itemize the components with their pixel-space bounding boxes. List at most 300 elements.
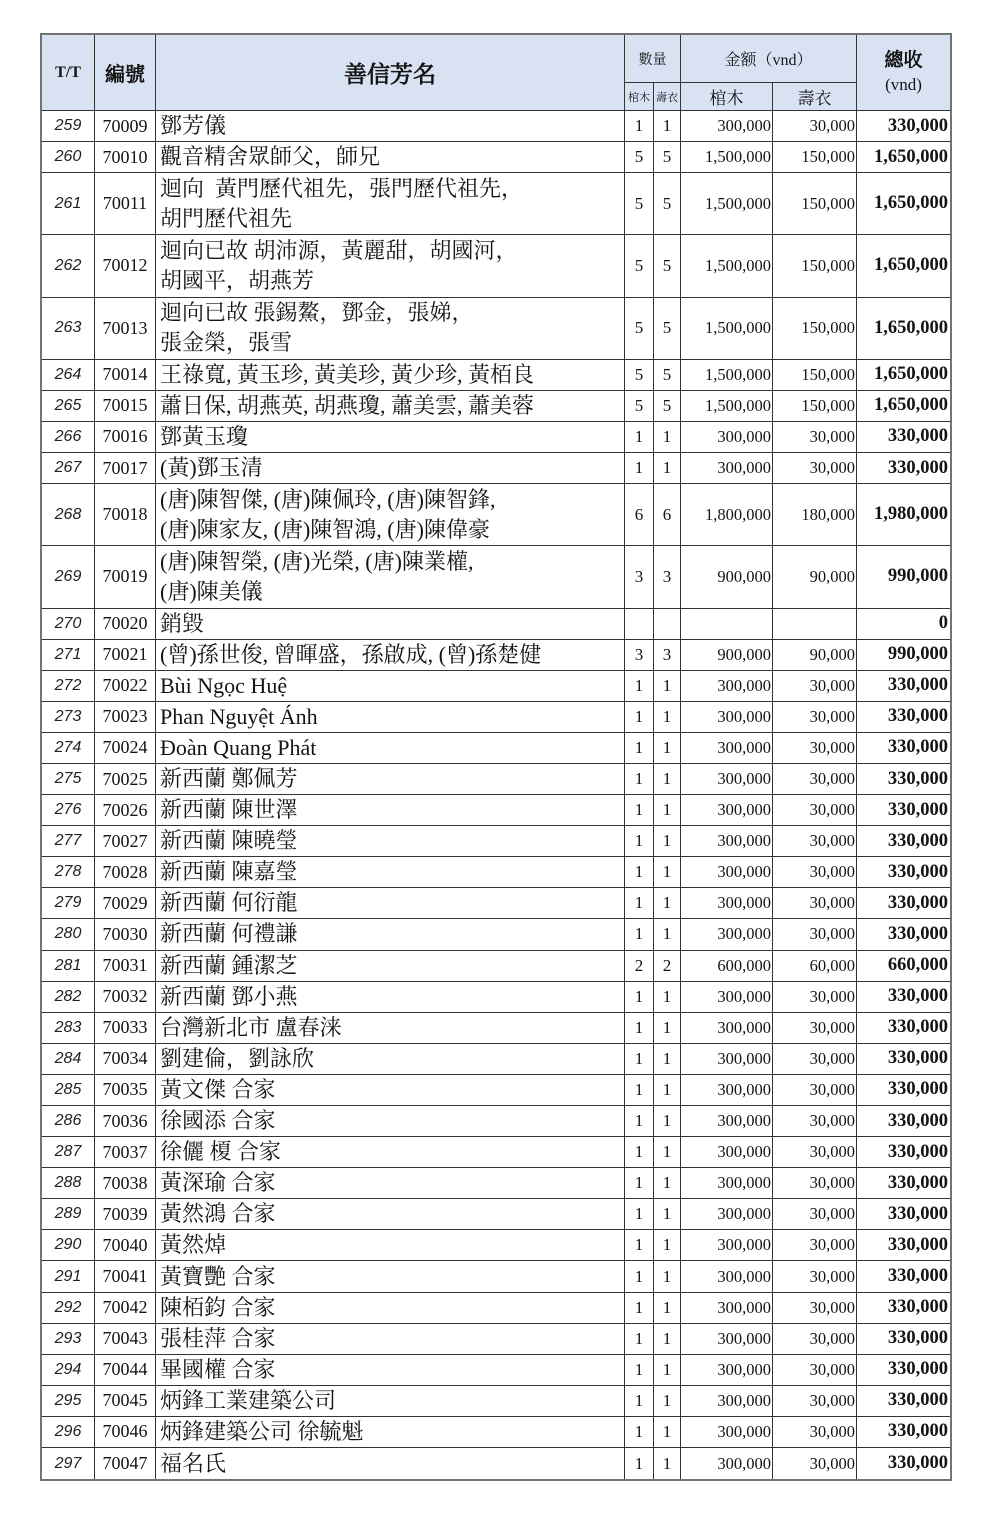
row-number: 278: [42, 857, 95, 887]
row-total: 330,000: [887, 1048, 948, 1069]
shroud-amount: 30,000: [773, 111, 857, 141]
name-line: Đoàn Quang Phát: [160, 734, 317, 760]
shroud-amount: 30,000: [773, 1106, 857, 1136]
row-number: 261: [42, 173, 95, 234]
name-line: Bùi Ngọc Huệ: [160, 672, 288, 698]
donor-name: [156, 173, 625, 234]
donor-code: 70017: [95, 453, 156, 483]
shroud-amount: 30,000: [773, 1417, 857, 1447]
donor-name: [156, 1448, 625, 1479]
table-row: [42, 235, 950, 297]
shroud-amount: 30,000: [773, 888, 857, 918]
donor-name: [156, 795, 625, 825]
donor-name: [156, 422, 625, 452]
coffin-qty: 1: [625, 733, 654, 763]
row-total: 330,000: [887, 1203, 948, 1224]
shroud-qty: 1: [654, 671, 681, 701]
header-amount-shroud: 壽衣: [797, 89, 832, 108]
coffin-qty: 5: [625, 298, 654, 359]
name-line: 徐國添 合家: [160, 1108, 276, 1134]
coffin-qty: 2: [625, 951, 654, 981]
shroud-amount: 150,000: [773, 298, 857, 359]
shroud-qty: 1: [654, 1324, 681, 1354]
shroud-qty: 5: [654, 142, 681, 172]
table-row: [42, 546, 950, 608]
shroud-qty: 5: [654, 360, 681, 390]
coffin-qty: 1: [625, 1355, 654, 1385]
donor-code: 70032: [95, 982, 156, 1012]
shroud-qty: 1: [654, 1044, 681, 1074]
donor-name: [156, 733, 625, 763]
donor-code: 70042: [95, 1293, 156, 1323]
table-row: [42, 1448, 950, 1479]
header-quantity-group: [625, 35, 681, 110]
coffin-amount: 300,000: [681, 1013, 773, 1043]
donor-code: 70015: [95, 391, 156, 421]
shroud-qty: 1: [654, 919, 681, 949]
donor-name: [156, 1044, 625, 1074]
shroud-amount: 150,000: [773, 391, 857, 421]
header-quantity-shroud: 壽衣: [656, 91, 678, 104]
name-line: 新西蘭 鄧小燕: [160, 983, 298, 1009]
coffin-qty: 1: [625, 1261, 654, 1291]
shroud-amount: 30,000: [773, 671, 857, 701]
row-number: 276: [42, 795, 95, 825]
row-number: 293: [42, 1324, 95, 1354]
row-total: 1,650,000: [874, 317, 948, 338]
row-total: 330,000: [887, 1266, 948, 1287]
coffin-amount: 600,000: [681, 951, 773, 981]
table-row: [42, 1324, 950, 1355]
donor-name: [156, 764, 625, 794]
coffin-amount: 300,000: [681, 857, 773, 887]
row-number: 291: [42, 1261, 95, 1291]
donor-code: 70033: [95, 1013, 156, 1043]
coffin-amount: 300,000: [681, 1137, 773, 1167]
table-row: [42, 1230, 950, 1261]
table-row: [42, 857, 950, 888]
row-total: 330,000: [887, 457, 948, 478]
donor-code: 70039: [95, 1199, 156, 1229]
coffin-qty: 1: [625, 919, 654, 949]
coffin-amount: 1,500,000: [681, 298, 773, 359]
coffin-amount: 900,000: [681, 640, 773, 670]
row-number: 295: [42, 1386, 95, 1416]
shroud-qty: 1: [654, 1230, 681, 1260]
donor-name: [156, 360, 625, 390]
coffin-qty: 1: [625, 671, 654, 701]
row-number: 287: [42, 1137, 95, 1167]
table-row: [42, 951, 950, 982]
coffin-qty: 1: [625, 1230, 654, 1260]
coffin-amount: 300,000: [681, 1386, 773, 1416]
donor-name: [156, 1013, 625, 1043]
table-row: [42, 298, 950, 360]
shroud-qty: 3: [654, 640, 681, 670]
row-total: 330,000: [887, 830, 948, 851]
name-line: 畢國權 合家: [160, 1356, 276, 1382]
coffin-amount: 300,000: [681, 1448, 773, 1479]
shroud-qty: 1: [654, 826, 681, 856]
coffin-qty: 1: [625, 982, 654, 1012]
shroud-amount: 30,000: [773, 1386, 857, 1416]
row-total: 330,000: [887, 1141, 948, 1162]
shroud-qty: 1: [654, 1386, 681, 1416]
name-line: 迴向已故 胡沛源，黃麗甜，胡國河，: [160, 237, 518, 263]
shroud-amount: 30,000: [773, 1448, 857, 1479]
name-line: 張桂萍 合家: [160, 1325, 276, 1351]
shroud-qty: 1: [654, 888, 681, 918]
row-total: 1,650,000: [874, 395, 948, 416]
shroud-qty: 1: [654, 422, 681, 452]
row-total: 330,000: [887, 426, 948, 447]
shroud-qty: 1: [654, 111, 681, 141]
shroud-amount: 150,000: [773, 360, 857, 390]
donor-name: [156, 484, 625, 545]
shroud-amount: 150,000: [773, 142, 857, 172]
table-row: [42, 919, 950, 950]
table-row: [42, 1075, 950, 1106]
table-row: [42, 640, 950, 671]
name-line: 新西蘭 何衍龍: [160, 890, 298, 916]
name-line: (唐)陳智傑, (唐)陳佩玲, (唐)陳智鋒,: [160, 486, 496, 512]
row-total: 330,000: [887, 1359, 948, 1380]
row-number: 283: [42, 1013, 95, 1043]
name-line: 觀音精舍眾師父，師兄: [160, 144, 381, 170]
donor-name: [156, 546, 625, 607]
name-line: 黃寶艷 合家: [160, 1263, 276, 1289]
table-row: [42, 795, 950, 826]
coffin-amount: 300,000: [681, 422, 773, 452]
coffin-amount: 300,000: [681, 1199, 773, 1229]
table-row: [42, 453, 950, 484]
coffin-amount: 1,500,000: [681, 173, 773, 234]
row-number: 263: [42, 298, 95, 359]
row-number: 282: [42, 982, 95, 1012]
shroud-amount: 150,000: [773, 173, 857, 234]
donor-code: 70046: [95, 1417, 156, 1447]
shroud-qty: 2: [654, 951, 681, 981]
shroud-qty: 1: [654, 453, 681, 483]
coffin-qty: 1: [625, 1199, 654, 1229]
table-row: [42, 609, 950, 640]
header-tt: T/T: [42, 35, 95, 110]
row-number: 297: [42, 1448, 95, 1479]
coffin-amount: 1,500,000: [681, 360, 773, 390]
coffin-qty: 6: [625, 484, 654, 545]
shroud-qty: 1: [654, 1448, 681, 1479]
shroud-amount: 90,000: [773, 640, 857, 670]
shroud-amount: 30,000: [773, 702, 857, 732]
donor-code: 70016: [95, 422, 156, 452]
shroud-amount: 30,000: [773, 733, 857, 763]
table-row: [42, 764, 950, 795]
shroud-amount: 180,000: [773, 484, 857, 545]
coffin-amount: 300,000: [681, 1168, 773, 1198]
donor-code: 70011: [95, 173, 156, 234]
coffin-qty: 1: [625, 1168, 654, 1198]
coffin-amount: 1,500,000: [681, 391, 773, 421]
row-number: 259: [42, 111, 95, 141]
donor-name: [156, 1355, 625, 1385]
shroud-amount: 30,000: [773, 422, 857, 452]
table-row: [42, 484, 950, 546]
shroud-amount: 30,000: [773, 1168, 857, 1198]
table-row: [42, 360, 950, 391]
coffin-amount: 300,000: [681, 1417, 773, 1447]
shroud-qty: 1: [654, 857, 681, 887]
coffin-amount: 300,000: [681, 1075, 773, 1105]
row-number: 262: [42, 235, 95, 296]
table-body: [42, 111, 950, 1479]
coffin-amount: 1,800,000: [681, 484, 773, 545]
header-total-unit: (vnd): [885, 74, 922, 94]
coffin-amount: 300,000: [681, 671, 773, 701]
shroud-amount: 30,000: [773, 1044, 857, 1074]
table-row: [42, 1137, 950, 1168]
row-total: 330,000: [887, 1390, 948, 1411]
table-row: [42, 1199, 950, 1230]
shroud-qty: 1: [654, 1261, 681, 1291]
row-total: 330,000: [887, 986, 948, 1007]
coffin-amount: 1,500,000: [681, 235, 773, 296]
name-line: 張金榮，張雪: [160, 330, 293, 356]
name-line: 新西蘭 鍾潔芝: [160, 952, 298, 978]
row-total: 330,000: [887, 1328, 948, 1349]
row-number: 279: [42, 888, 95, 918]
row-total: 330,000: [887, 1234, 948, 1255]
donor-name: [156, 609, 625, 639]
coffin-amount: 300,000: [681, 1106, 773, 1136]
row-total: 330,000: [887, 923, 948, 944]
donor-code: 70009: [95, 111, 156, 141]
row-number: 260: [42, 142, 95, 172]
donor-code: 70034: [95, 1044, 156, 1074]
coffin-qty: 5: [625, 360, 654, 390]
row-number: 296: [42, 1417, 95, 1447]
header-code: 編號: [95, 35, 156, 110]
donor-code: 70031: [95, 951, 156, 981]
donor-code: 70024: [95, 733, 156, 763]
donor-code: 70022: [95, 671, 156, 701]
row-number: 288: [42, 1168, 95, 1198]
name-line: (唐)陳美儀: [160, 578, 263, 604]
row-number: 270: [42, 609, 95, 639]
donor-name: [156, 1386, 625, 1416]
donor-name: [156, 951, 625, 981]
shroud-qty: 1: [654, 795, 681, 825]
donor-name: [156, 1168, 625, 1198]
row-total: 330,000: [887, 675, 948, 696]
row-number: 285: [42, 1075, 95, 1105]
table-row: [42, 733, 950, 764]
shroud-qty: 5: [654, 391, 681, 421]
name-line: 迴向 黃門歷代祖先，張門歷代祖先，: [160, 175, 524, 201]
row-total: 1,650,000: [874, 146, 948, 167]
table-row: [42, 1417, 950, 1448]
donor-name: [156, 888, 625, 918]
shroud-qty: 5: [654, 235, 681, 296]
coffin-amount: 300,000: [681, 702, 773, 732]
coffin-amount: 300,000: [681, 764, 773, 794]
donor-name: [156, 826, 625, 856]
row-number: 294: [42, 1355, 95, 1385]
table-row: [42, 671, 950, 702]
table-row: [42, 1293, 950, 1324]
donor-code: 70036: [95, 1106, 156, 1136]
donor-code: 70028: [95, 857, 156, 887]
name-line: 新西蘭 鄭佩芳: [160, 766, 298, 792]
table-row: [42, 1044, 950, 1075]
coffin-qty: 5: [625, 235, 654, 296]
row-number: 277: [42, 826, 95, 856]
header-total: [857, 35, 950, 110]
shroud-amount: 30,000: [773, 919, 857, 949]
coffin-qty: 1: [625, 857, 654, 887]
coffin-amount: 300,000: [681, 826, 773, 856]
name-line: Phan Nguyệt Ánh: [160, 703, 318, 729]
row-number: 272: [42, 671, 95, 701]
table-row: [42, 111, 950, 142]
donor-code: 70040: [95, 1230, 156, 1260]
name-line: 胡國平，胡燕芳: [160, 267, 315, 293]
table-row: [42, 1106, 950, 1137]
coffin-qty: 1: [625, 1448, 654, 1479]
donor-code: 70023: [95, 702, 156, 732]
row-number: 281: [42, 951, 95, 981]
coffin-amount: [681, 609, 773, 639]
coffin-amount: 300,000: [681, 1355, 773, 1385]
row-total: 330,000: [887, 1110, 948, 1131]
donor-code: 70020: [95, 609, 156, 639]
coffin-amount: 300,000: [681, 1230, 773, 1260]
header-name: 善信芳名: [156, 35, 625, 110]
shroud-amount: 60,000: [773, 951, 857, 981]
donor-name: [156, 1230, 625, 1260]
donor-name: [156, 235, 625, 296]
row-total: 330,000: [887, 861, 948, 882]
row-number: 290: [42, 1230, 95, 1260]
header-amount-group: [681, 35, 857, 110]
coffin-qty: 1: [625, 453, 654, 483]
table-row: [42, 888, 950, 919]
shroud-qty: 1: [654, 1355, 681, 1385]
row-total: 1,650,000: [874, 193, 948, 214]
row-number: 292: [42, 1293, 95, 1323]
donor-name: [156, 1417, 625, 1447]
row-total: 1,650,000: [874, 255, 948, 276]
donor-code: 70041: [95, 1261, 156, 1291]
shroud-amount: 90,000: [773, 546, 857, 607]
coffin-qty: 1: [625, 111, 654, 141]
coffin-qty: 3: [625, 640, 654, 670]
name-line: 黃深瑜 合家: [160, 1170, 276, 1196]
coffin-qty: 1: [625, 1137, 654, 1167]
donor-name: [156, 1137, 625, 1167]
name-line: 迴向已故 張錫鰲，鄧金，張娣，: [160, 300, 474, 326]
row-total: 330,000: [887, 1172, 948, 1193]
coffin-qty: 5: [625, 391, 654, 421]
header-amount-coffin: 棺木: [681, 83, 773, 110]
header-total-label: 總收: [884, 49, 923, 71]
donor-code: 70010: [95, 142, 156, 172]
name-line: 蕭日保, 胡燕英, 胡燕瓊, 蕭美雲, 蕭美蓉: [160, 392, 535, 418]
donor-name: [156, 919, 625, 949]
table-row: [42, 1386, 950, 1417]
coffin-amount: 300,000: [681, 733, 773, 763]
shroud-amount: 30,000: [773, 1199, 857, 1229]
row-number: 267: [42, 453, 95, 483]
donor-code: 70018: [95, 484, 156, 545]
row-total: 330,000: [887, 768, 948, 789]
donor-name: [156, 640, 625, 670]
name-line: 王祿寬, 黃玉珍, 黃美珍, 黃少珍, 黃栢良: [160, 361, 535, 387]
name-line: (曾)孫世俊, 曾暉盛，孫啟成, (曾)孫楚健: [160, 641, 542, 667]
row-total: 1,980,000: [874, 504, 948, 525]
donor-code: 70027: [95, 826, 156, 856]
donor-name: [156, 1106, 625, 1136]
row-number: 268: [42, 484, 95, 545]
coffin-qty: [625, 609, 654, 639]
coffin-qty: 1: [625, 764, 654, 794]
shroud-qty: 1: [654, 1013, 681, 1043]
coffin-qty: 1: [625, 1075, 654, 1105]
name-line: 新西蘭 陳曉瑩: [160, 828, 298, 854]
shroud-amount: 30,000: [773, 1324, 857, 1354]
shroud-qty: 1: [654, 733, 681, 763]
table-row: [42, 982, 950, 1013]
shroud-amount: 30,000: [773, 982, 857, 1012]
row-number: 280: [42, 919, 95, 949]
row-total: 660,000: [887, 955, 948, 976]
table-row: [42, 391, 950, 422]
table-row: [42, 1168, 950, 1199]
row-total: 330,000: [887, 1453, 948, 1474]
table-row: [42, 1261, 950, 1292]
shroud-qty: [654, 609, 681, 639]
coffin-qty: 1: [625, 1417, 654, 1447]
donation-table: [40, 33, 952, 1481]
name-line: 銷毀: [160, 610, 205, 636]
donor-code: 70030: [95, 919, 156, 949]
table-row: [42, 826, 950, 857]
shroud-qty: 1: [654, 1106, 681, 1136]
row-number: 284: [42, 1044, 95, 1074]
coffin-qty: 1: [625, 1106, 654, 1136]
donor-code: 70035: [95, 1075, 156, 1105]
donor-code: 70025: [95, 764, 156, 794]
coffin-qty: 1: [625, 702, 654, 732]
coffin-amount: 300,000: [681, 795, 773, 825]
row-number: 289: [42, 1199, 95, 1229]
name-line: 新西蘭 何禮謙: [160, 921, 298, 947]
name-line: 鄧黃玉瓊: [160, 423, 249, 449]
coffin-amount: 300,000: [681, 1324, 773, 1354]
donor-code: 70045: [95, 1386, 156, 1416]
name-line: 黃文傑 合家: [160, 1076, 276, 1102]
shroud-qty: 1: [654, 1417, 681, 1447]
coffin-amount: 300,000: [681, 111, 773, 141]
coffin-amount: 1,500,000: [681, 142, 773, 172]
coffin-qty: 1: [625, 795, 654, 825]
shroud-qty: 5: [654, 173, 681, 234]
table-row: [42, 422, 950, 453]
shroud-amount: 150,000: [773, 235, 857, 296]
coffin-qty: 1: [625, 1013, 654, 1043]
donor-code: 70013: [95, 298, 156, 359]
row-total: 330,000: [887, 799, 948, 820]
donor-code: 70021: [95, 640, 156, 670]
